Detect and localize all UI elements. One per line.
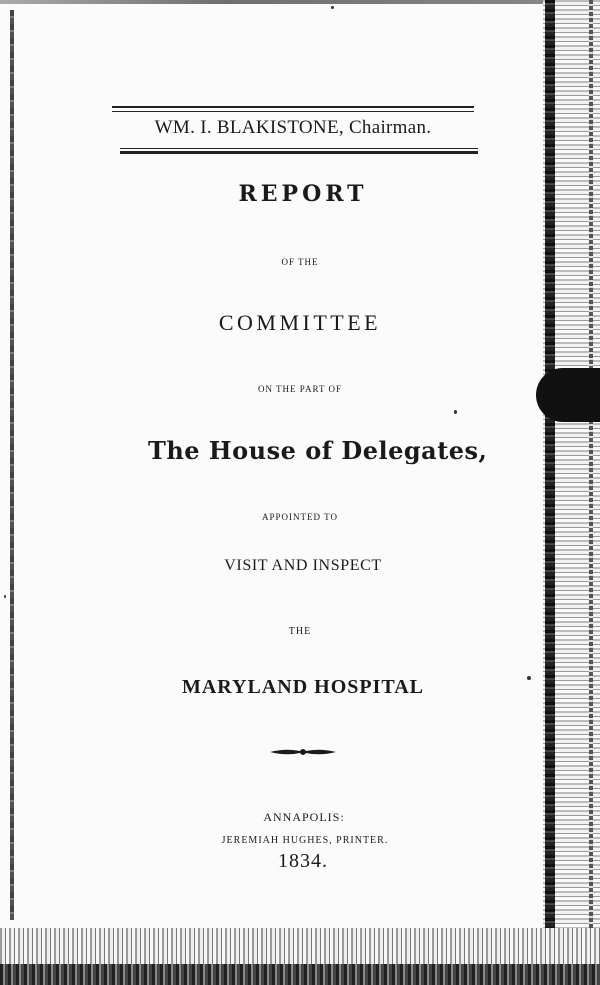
- rule-top-thin: [112, 111, 474, 112]
- report-heading: REPORT: [238, 181, 368, 207]
- top-scan-edge: [0, 0, 560, 4]
- chairman-line: WM. I. BLAKISTONE, Chairman.: [154, 117, 432, 138]
- scan-speck: [331, 6, 334, 9]
- rule-bottom-thin: [120, 148, 478, 149]
- left-binding-edge: [10, 10, 14, 920]
- imprint-printer: JEREMIAH HUGHES, PRINTER.: [221, 835, 389, 846]
- on-the-part-of-line: ON THE PART OF: [257, 384, 343, 394]
- committee-heading: COMMITTEE: [218, 310, 382, 335]
- bottom-scan-margin: [0, 928, 600, 985]
- the-line: THE: [288, 626, 312, 637]
- house-of-delegates-heading: The House of Delegates,: [148, 436, 488, 465]
- ornament-divider-icon: [270, 745, 336, 759]
- maryland-hospital-heading: MARYLAND HOSPITAL: [181, 676, 425, 698]
- scan-speck: [4, 595, 6, 598]
- appointed-to-line: APPOINTED TO: [262, 512, 338, 522]
- scan-speck: [527, 676, 531, 680]
- rule-bottom: [120, 151, 478, 154]
- imprint-year: 1834.: [278, 850, 328, 872]
- visit-and-inspect-line: VISIT AND INSPECT: [224, 557, 382, 574]
- of-the-line: OF THE: [281, 257, 319, 267]
- scan-speck: [454, 410, 457, 414]
- binding-clip: [536, 368, 600, 422]
- rule-top: [112, 106, 474, 108]
- imprint-city: ANNAPOLIS:: [263, 810, 345, 824]
- right-scan-margin: [543, 0, 600, 930]
